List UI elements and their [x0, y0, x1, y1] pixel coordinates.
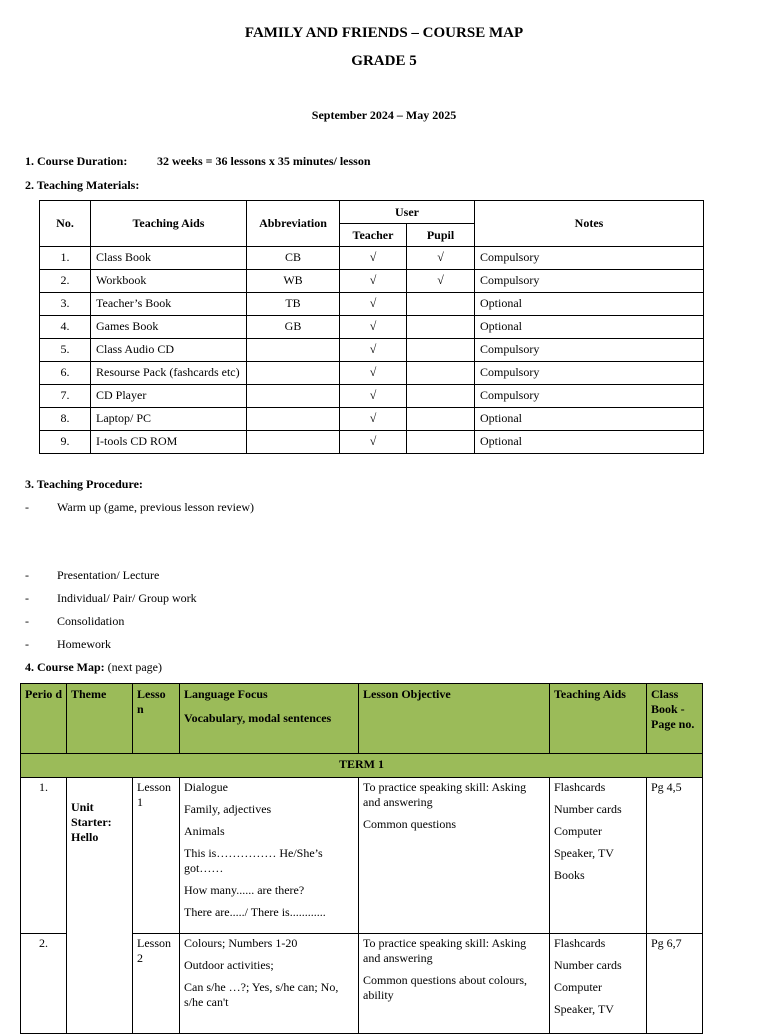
period-number: 2.: [21, 934, 67, 1034]
table-row: [40, 247, 704, 270]
aid-line: Computer: [554, 980, 602, 994]
aid-line: Number cards: [554, 958, 622, 972]
table-row: [21, 778, 703, 934]
row-abbr: [247, 431, 340, 454]
table-row: [40, 362, 704, 385]
header-no: No.: [40, 201, 91, 247]
header-pupil: Pupil: [407, 224, 475, 247]
procedure-item: Individual/ Pair/ Group work: [57, 591, 197, 605]
map-header-teaching-aids: Teaching Aids: [550, 684, 647, 754]
course-map-table: [20, 683, 703, 1034]
row-no: 4.: [40, 316, 91, 339]
row-teacher-check: √: [340, 270, 407, 293]
language-focus-title: Language Focus: [184, 687, 268, 701]
course-duration-value: 32 weeks = 36 lessons x 35 minutes/ lesson: [157, 154, 371, 168]
row-no: 3.: [40, 293, 91, 316]
row-abbr: [247, 408, 340, 431]
lesson-objective-cell: [359, 934, 550, 1034]
course-map-heading: [25, 660, 162, 675]
unit-theme: Unit Starter: Hello: [67, 778, 133, 1034]
row-aid: Teacher’s Book: [91, 293, 247, 316]
row-no: 6.: [40, 362, 91, 385]
header-teacher: Teacher: [340, 224, 407, 247]
map-header-period: Perio d: [21, 684, 67, 754]
teaching-materials-table: [39, 200, 704, 454]
aid-line: Books: [554, 868, 585, 882]
lesson-name: Lesson 2: [133, 934, 180, 1034]
date-range: September 2024 – May 2025: [311, 108, 457, 122]
row-aid: I-tools CD ROM: [91, 431, 247, 454]
row-aid: CD Player: [91, 385, 247, 408]
course-map-note: (next page): [107, 660, 162, 674]
aid-line: Flashcards: [554, 780, 606, 794]
map-header-page-no: Class Book - Page no.: [647, 684, 703, 754]
focus-line: Can s/he …?; Yes, s/he can; No, s/he can't: [184, 980, 339, 1009]
row-aid: Class Audio CD: [91, 339, 247, 362]
row-teacher-check: √: [340, 293, 407, 316]
row-pupil-check: [407, 408, 475, 431]
teaching-materials-label: 2. Teaching Materials:: [25, 178, 140, 192]
row-teacher-check: √: [340, 247, 407, 270]
table-row: [40, 431, 704, 454]
map-header-theme: Theme: [67, 684, 133, 754]
row-aid: Games Book: [91, 316, 247, 339]
focus-line: Outdoor activities;: [184, 958, 274, 972]
objective-line: Common questions about colours, ability: [363, 973, 527, 1002]
objective-line: Common questions: [363, 817, 457, 831]
grade-heading: GRADE 5: [351, 53, 417, 69]
term-label: TERM 1: [21, 754, 703, 778]
row-no: 7.: [40, 385, 91, 408]
map-header-lesson: Lesso n: [133, 684, 180, 754]
procedure-item: Presentation/ Lecture: [57, 568, 160, 582]
row-notes: Compulsory: [475, 385, 704, 408]
row-abbr: [247, 385, 340, 408]
page-number: Pg 6,7: [647, 934, 703, 1034]
row-abbr: [247, 339, 340, 362]
row-teacher-check: √: [340, 431, 407, 454]
row-notes: Optional: [475, 316, 704, 339]
lesson-objective-cell: [359, 778, 550, 934]
focus-line: This is…………… He/She’s got……: [184, 846, 323, 875]
period-number: 1.: [21, 778, 67, 934]
row-no: 2.: [40, 270, 91, 293]
row-teacher-check: √: [340, 385, 407, 408]
procedure-item: Consolidation: [57, 614, 125, 628]
row-pupil-check: [407, 431, 475, 454]
table-row: [40, 339, 704, 362]
language-focus-cell: [180, 778, 359, 934]
row-pupil-check: √: [407, 247, 475, 270]
teaching-aids-cell: [550, 934, 647, 1034]
table-row: [40, 408, 704, 431]
aid-line: Speaker, TV: [554, 846, 614, 860]
focus-line: How many...... are there?: [184, 883, 305, 897]
procedure-item: Homework: [57, 637, 111, 651]
course-duration-label: 1. Course Duration:: [25, 154, 128, 168]
row-abbr: WB: [247, 270, 340, 293]
focus-line: Colours; Numbers 1-20: [184, 936, 298, 950]
table-row: [40, 316, 704, 339]
map-header-lesson-objective: Lesson Objective: [359, 684, 550, 754]
row-no: 8.: [40, 408, 91, 431]
row-notes: Compulsory: [475, 339, 704, 362]
objective-line: To practice speaking skill: Asking and answering: [363, 780, 527, 809]
bullet-dash: -: [25, 614, 29, 628]
focus-line: Dialogue: [184, 780, 228, 794]
bullet-dash: -: [25, 637, 29, 651]
row-pupil-check: [407, 339, 475, 362]
row-pupil-check: √: [407, 270, 475, 293]
row-notes: Compulsory: [475, 362, 704, 385]
row-pupil-check: [407, 316, 475, 339]
aid-line: Computer: [554, 824, 602, 838]
row-pupil-check: [407, 385, 475, 408]
course-map-label: 4. Course Map:: [25, 660, 105, 674]
focus-line: There are...../ There is............: [184, 905, 326, 919]
row-notes: Compulsory: [475, 247, 704, 270]
row-pupil-check: [407, 293, 475, 316]
row-abbr: [247, 362, 340, 385]
row-no: 1.: [40, 247, 91, 270]
teaching-procedure-label: 3. Teaching Procedure:: [25, 477, 143, 491]
row-notes: Compulsory: [475, 270, 704, 293]
row-notes: Optional: [475, 408, 704, 431]
row-aid: Resourse Pack (fashcards etc): [91, 362, 247, 385]
aid-line: Flashcards: [554, 936, 606, 950]
bullet-dash: -: [25, 568, 29, 582]
table-row: [40, 385, 704, 408]
row-abbr: CB: [247, 247, 340, 270]
row-abbr: GB: [247, 316, 340, 339]
aid-line: Number cards: [554, 802, 622, 816]
aid-line: Speaker, TV: [554, 1002, 614, 1016]
row-teacher-check: √: [340, 408, 407, 431]
header-abbreviation: Abbreviation: [247, 201, 340, 247]
row-notes: Optional: [475, 431, 704, 454]
objective-line: To practice speaking skill: Asking and answering: [363, 936, 527, 965]
language-focus-subtitle: Vocabulary, modal sentences: [184, 711, 332, 725]
row-teacher-check: √: [340, 316, 407, 339]
header-notes: Notes: [475, 201, 704, 247]
row-no: 9.: [40, 431, 91, 454]
row-teacher-check: √: [340, 362, 407, 385]
row-notes: Optional: [475, 293, 704, 316]
teaching-aids-cell: [550, 778, 647, 934]
map-header-language-focus: [180, 684, 359, 754]
lesson-name: Lesson 1: [133, 778, 180, 934]
row-aid: Laptop/ PC: [91, 408, 247, 431]
procedure-item: Warm up (game, previous lesson review): [57, 500, 254, 514]
row-teacher-check: √: [340, 339, 407, 362]
table-row: [40, 293, 704, 316]
bullet-dash: -: [25, 500, 29, 514]
bullet-dash: -: [25, 591, 29, 605]
table-row: [40, 270, 704, 293]
row-pupil-check: [407, 362, 475, 385]
document-title: FAMILY AND FRIENDS – COURSE MAP: [244, 25, 524, 41]
header-user: User: [340, 201, 475, 224]
row-aid: Workbook: [91, 270, 247, 293]
focus-line: Family, adjectives: [184, 802, 272, 816]
header-teaching-aids: Teaching Aids: [91, 201, 247, 247]
page-number: Pg 4,5: [647, 778, 703, 934]
row-no: 5.: [40, 339, 91, 362]
row-abbr: TB: [247, 293, 340, 316]
language-focus-cell: [180, 934, 359, 1034]
row-aid: Class Book: [91, 247, 247, 270]
focus-line: Animals: [184, 824, 225, 838]
